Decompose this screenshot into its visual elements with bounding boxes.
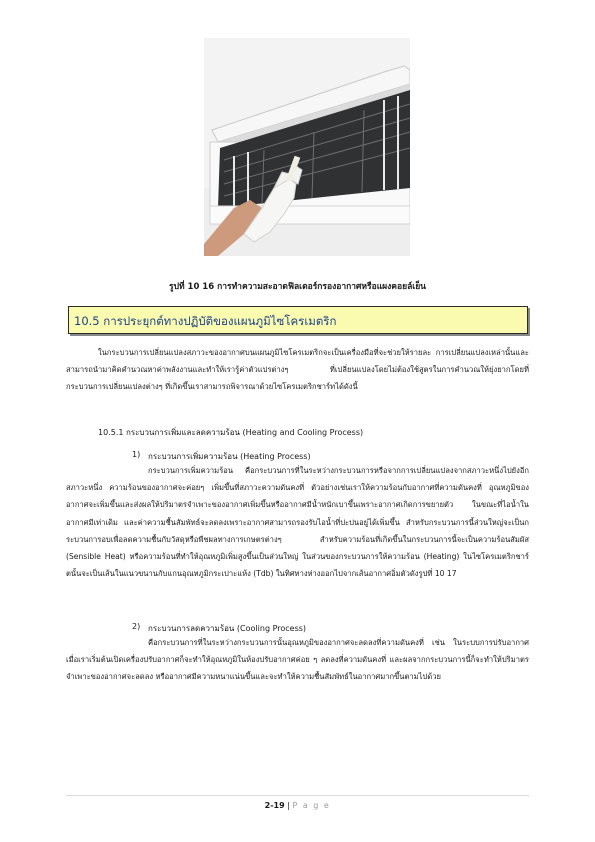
intro-paragraph-text: ในกระบวนการเปลี่ยนแปลงสภาวะของอากาศบนแผนภูมิไซโครเมตริกจะเป็นเครื่องมือที่จะช่วยให้รายละ การเปลี่ยนแปลงเหล่านั้นและสามารถนำมาคิดคำนวณหาค่าพลังงานและทำให้เรารู้ค่าตัวแปรต่างๆ ที่เปลี่ยนแปลงโดยไม่ต้องใช้สูตรในการคำนวณให้ยุ่งยากโดยที่กระบวนการเปลี่ยนแปลงต่างๆ ที่เกิดขึ้นเราสามารถพิจารณาด้วยไซโครเมตริกชาร์ทได้ดังนี้ [66,348,529,392]
footer-divider [66,795,529,796]
item-1-number: 1) [132,450,141,459]
section-title: 10.5 การประยุกต์ทางปฏิบัติของแผนภูมิไซโครเมตริก [74,314,337,328]
item-1-body-text: กระบวนการเพิ่มความร้อน คือกระบวนการที่ในระหว่างกระบวนการหรือจากการเปลี่ยนแปลงจากสภาวะหนึ่งไปยังอีกสภาวะหนึ่ง ความร้อนของอากาศจะค่อยๆ เพิ่มขึ้นที่สภาวะความดันคงที่ ตัวอย่างเช่นเราให้ความร้อนกับอากาศที่ความดันคงที่ อุณหภูมิของอากาศจะเพิ่มขึ้นและส่งผลให้ปริมาตรจำเพาะของอากาศเพิ่มขึ้นหรืออากาศมีน้ำหนักเบาขึ้นเพราะอากาศเกิดการขยายตัว ในขณะที่ไอน้ำในอากาศมีเท่าเดิม และค่าความชื้นสัมพัทธ์จะลดลงเพราะอากาศสามารถรองรับไอน้ำที่ปะปนอยู่ได้เพิ่มขึ้น สำหรับกระบวนการนี้ส่วนใหญ่จะเป็นกระบวนการอบเพื่อลดความชื้นกับวัสดุหรือพืชผลทางการเกษตรต่างๆ สำหรับความร้อนที่เกิดขึ้นในกระบวนการนี้จะเป็นความร้อนสัมผัส (Sensible Heat) หรือความร้อนที่ทำให้อุณหภูมิเพิ่มสูงขึ้นเป็นส่วนใหญ่ ในส่วนของกระบวนการให้ความร้อน (Heating) ในไซโครเมตริกชาร์ตนั้นจะเป็นเส้นในแนวขนานกับแกนอุณหภูมิกระเปาะแห้ง (Tdb) ในทิศทางห่างออกไปจากเส้นอากาศอิ่มตัวดังรูปที่ 10 17 [66,466,529,579]
item-2-body-text: คือกระบวนการที่ในระหว่างกระบวนการนั้นอุณหภูมิของอากาศจะลดลงที่ความดันคงที่ เช่น ในระบบการปรับอากาศ เมื่อเราเริ่มต้นเปิดเครื่องปรับอากาศก็จะทำให้อุณหภูมิในห้องปรับอากาศค่อย ๆ ลดลงที่ความดันคงที่ และผลจากกระบวนการนี้ก็จะทำให้ปริมาตรจำเพาะของอากาศจะลดลง หรืออากาศมีความหนาแน่นขึ้นและจะทำให้ความชื้นสัมพัทธ์ในอากาศมากขึ้นตามไปด้วย [66,638,529,682]
footer-separator: | [287,801,290,810]
subsection-title: 10.5.1 กระบวนการเพิ่มและลดความร้อน (Heating and Cooling Process) [98,428,364,437]
page-label: P a g e [292,801,331,810]
item-1-title: กระบวนการเพิ่มความร้อน (Heating Process) [148,452,311,461]
figure-caption: รูปที่ 10 16 การทำความสะอาดฟิลเตอร์กรองอากาศหรือแผงคอยล์เย็น [169,282,426,292]
item-1-body [66,462,529,582]
item-2-number: 2) [132,622,141,631]
item-2-title: กระบวนการลดความร้อน (Cooling Process) [148,624,307,633]
page-footer [0,801,595,810]
item-2-body [66,634,529,686]
section-heading-box [68,306,528,334]
intro-paragraph [66,344,529,396]
aircon-cleaning-photo [204,38,410,256]
page-number: 2-19 [264,801,285,810]
